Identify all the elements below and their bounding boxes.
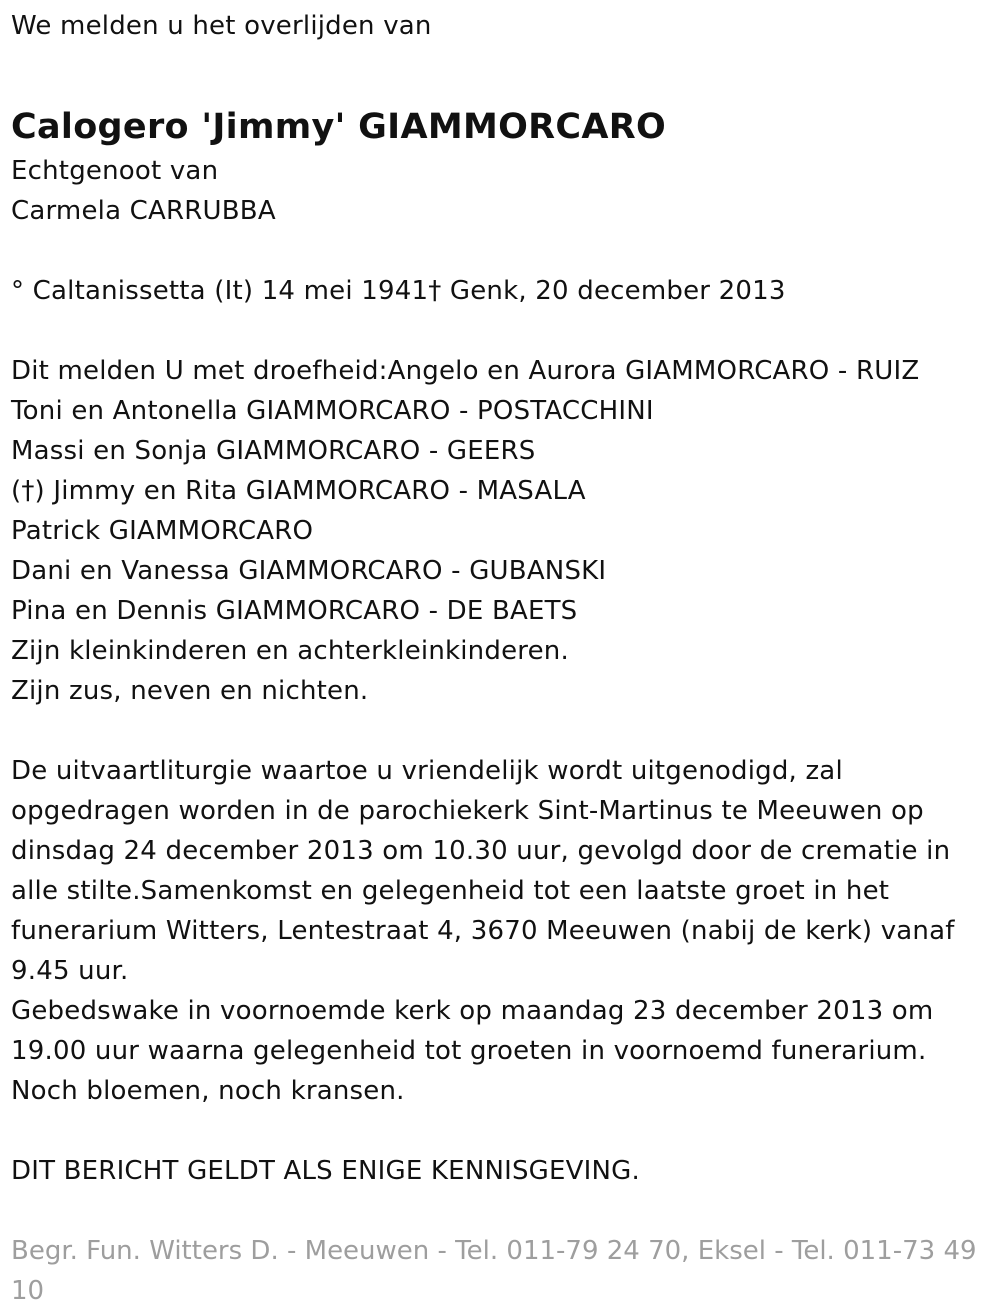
announcement-line: dinsdag 24 december 2013 om 10.30 uur, gevolgd door de crematie in bbox=[11, 836, 951, 866]
mourner-line: Zijn kleinkinderen en achterkleinkinderen. bbox=[11, 636, 569, 666]
mourner-line: Toni en Antonella GIAMMORCARO - POSTACCHINI bbox=[11, 396, 654, 426]
announcement-line: opgedragen worden in de parochiekerk Sint-Martinus te Meeuwen op bbox=[11, 796, 924, 826]
mourner-line: Patrick GIAMMORCARO bbox=[11, 516, 314, 546]
birth-death-line: ° Caltanissetta (It) 14 mei 1941† Genk, 20 december 2013 bbox=[11, 276, 786, 306]
mourner-line: Dit melden U met droefheid:Angelo en Aurora GIAMMORCARO - RUIZ bbox=[11, 356, 920, 386]
announcement-line: 9.45 uur. bbox=[11, 956, 129, 986]
announcement-line: 19.00 uur waarna gelegenheid tot groeten in voornoemd funerarium. bbox=[11, 1036, 927, 1066]
deceased-name: Calogero 'Jimmy' GIAMMORCARO bbox=[11, 107, 667, 147]
mourners-list bbox=[11, 351, 986, 711]
intro-text: We melden u het overlijden van bbox=[11, 11, 432, 41]
announcement-line: De uitvaartliturgie waartoe u vriendelijk wordt uitgenodigd, zal bbox=[11, 756, 843, 786]
official-notice: DIT BERICHT GELDT ALS ENIGE KENNISGEVING. bbox=[11, 1156, 640, 1186]
announcement-line: funerarium Witters, Lentestraat 4, 3670 Meeuwen (nabij de kerk) vanaf bbox=[11, 916, 955, 946]
funeral-announcement bbox=[11, 751, 986, 1111]
mourner-line: Pina en Dennis GIAMMORCARO - DE BAETS bbox=[11, 596, 578, 626]
spouse-name: Carmela CARRUBBA bbox=[11, 196, 276, 226]
announcement-line: Gebedswake in voornoemde kerk op maandag 23 december 2013 om bbox=[11, 996, 934, 1026]
spouse-label: Echtgenoot van bbox=[11, 156, 219, 186]
mourner-line: (†) Jimmy en Rita GIAMMORCARO - MASALA bbox=[11, 476, 586, 506]
obituary-notice bbox=[11, 0, 986, 1311]
mourner-line: Dani en Vanessa GIAMMORCARO - GUBANSKI bbox=[11, 556, 607, 586]
mourner-line: Zijn zus, neven en nichten. bbox=[11, 676, 369, 706]
funeral-home-footer: Begr. Fun. Witters D. - Meeuwen - Tel. 011-79 24 70, Eksel - Tel. 011-73 49 10 bbox=[11, 1236, 977, 1306]
mourner-line: Massi en Sonja GIAMMORCARO - GEERS bbox=[11, 436, 536, 466]
announcement-line: alle stilte.Samenkomst en gelegenheid tot een laatste groet in het bbox=[11, 876, 890, 906]
announcement-line: Noch bloemen, noch kransen. bbox=[11, 1076, 405, 1106]
